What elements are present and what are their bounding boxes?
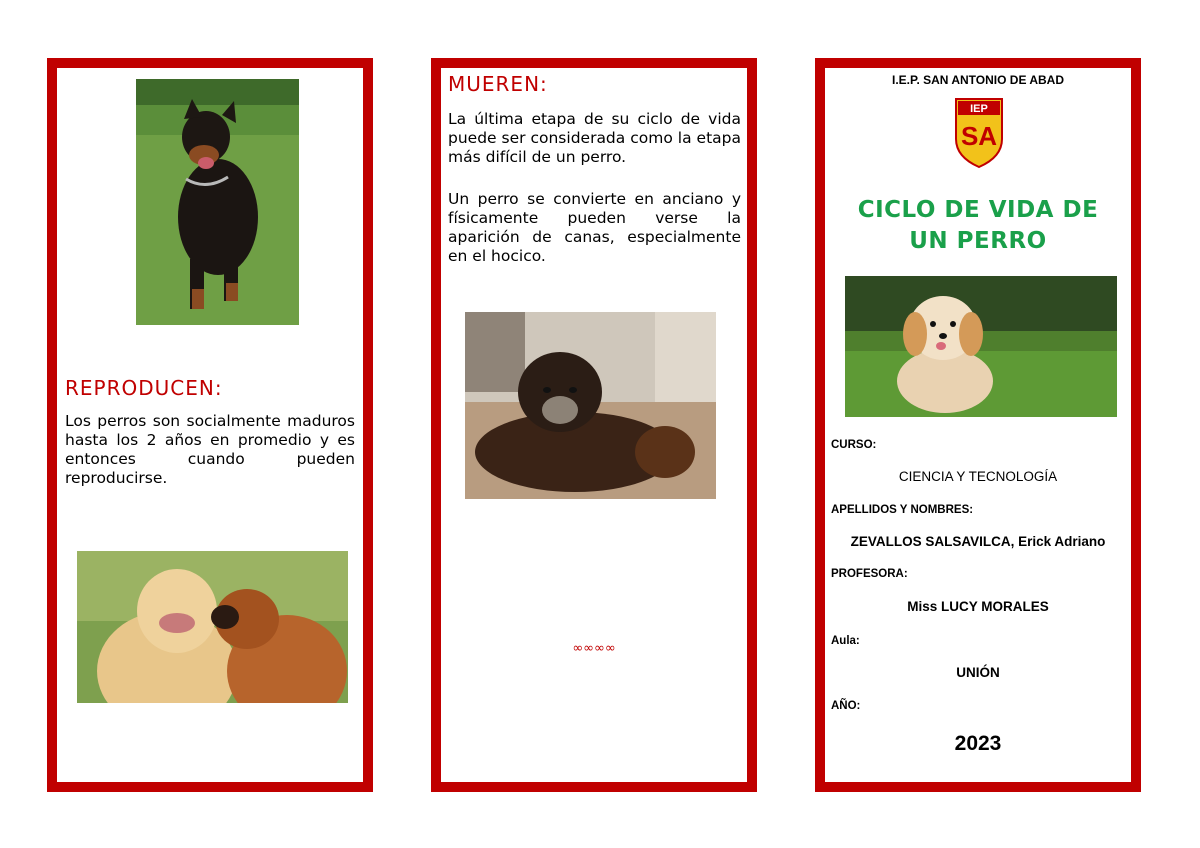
class-label: Aula: bbox=[831, 635, 860, 647]
year-value: 2023 bbox=[954, 732, 1002, 755]
puppy-photo bbox=[845, 276, 1117, 417]
reproduce-heading: REPRODUCEN: bbox=[65, 376, 223, 400]
left-panel bbox=[47, 58, 373, 792]
two-dogs-photo bbox=[77, 551, 348, 703]
year-label: AÑO: bbox=[831, 700, 861, 712]
teacher-label: PROFESORA: bbox=[831, 568, 908, 580]
ornament: ∞∞∞∞ bbox=[572, 641, 616, 656]
die-heading: MUEREN: bbox=[448, 72, 548, 96]
course-value: CIENCIA Y TECNOLOGÍA bbox=[898, 469, 1058, 484]
rottweiler-photo bbox=[136, 79, 299, 325]
school-name: I.E.P. SAN ANTONIO DE ABAD bbox=[891, 73, 1065, 87]
logo-top-text: IEP bbox=[970, 103, 988, 115]
name-label: APELLIDOS Y NOMBRES: bbox=[831, 504, 974, 516]
teacher-value: Miss LUCY MORALES bbox=[907, 599, 1049, 614]
course-label: CURSO: bbox=[831, 439, 877, 451]
name-value: ZEVALLOS SALSAVILCA, Erick Adriano bbox=[850, 534, 1106, 549]
class-value: UNIÓN bbox=[956, 665, 1000, 680]
brochure-title: CICLO DE VIDA DE UN PERRO bbox=[857, 197, 1099, 254]
die-paragraph-2: Un perro se convierte en anciano y físicamente pueden verse la aparición de canas, especialmente en el hocico. bbox=[448, 190, 741, 265]
die-paragraph-1: La última etapa de su ciclo de vida puede ser considerada como la etapa más difícil de un perro. bbox=[448, 110, 741, 166]
cover-panel bbox=[815, 58, 1141, 792]
logo-mark-text: SA bbox=[960, 121, 998, 151]
school-logo bbox=[954, 95, 1004, 169]
middle-panel bbox=[431, 58, 757, 792]
old-dog-photo bbox=[465, 312, 716, 499]
reproduce-text: Los perros son socialmente maduros hasta los 2 años en promedio y es entonces cuando pueden reproducirse. bbox=[65, 412, 355, 487]
